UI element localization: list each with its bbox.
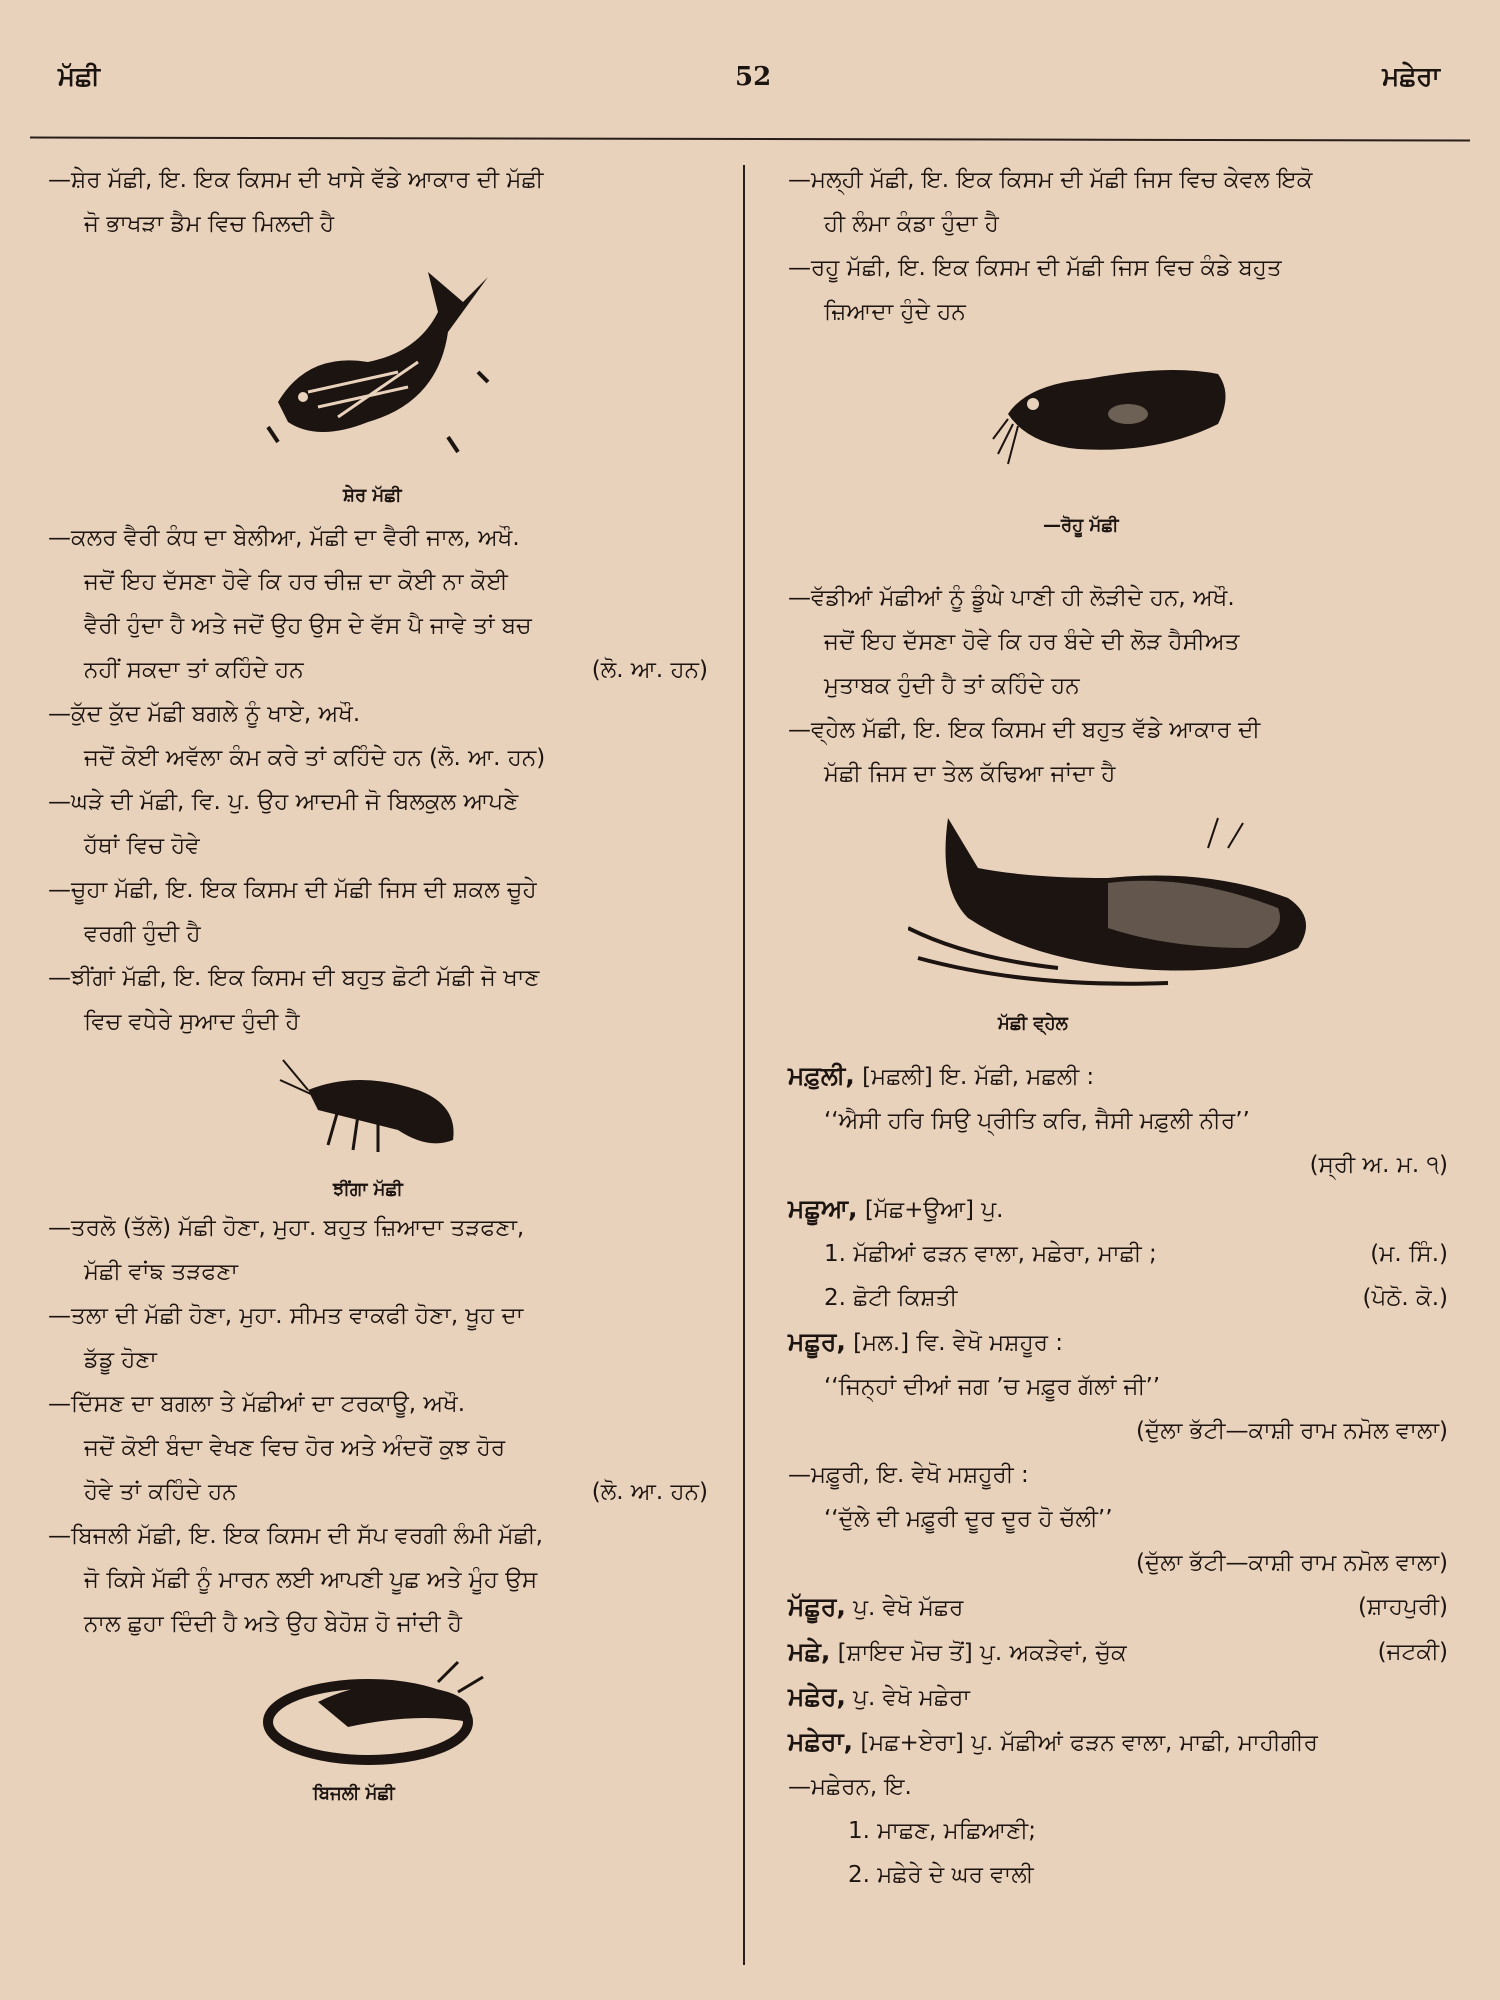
entry-dissan-da-bagla: —ਦਿੱਸਣ ਦਾ ਬਗਲਾ ਤੇ ਮੱਛੀਆਂ ਦਾ ਟਰਕਾਊ, ਅਖੌ. ਜਦੋਂ ਕੋਈ ਬੰਦਾ ਵੇਖਣ ਵਿਚ ਹੋਰ ਅਤੇ ਅੰਦਰੋਂ ਕੁਝ ਹੋਰ ਹੋਵੇ ਤਾਂ ਕਹਿੰਦੇ ਹਨ (ਲੋ. ਆ. ਹਨ)	[48, 1382, 708, 1514]
entry-malhi-machhi: —ਮਲ੍ਹੀ ਮੱਛੀ, ਇ. ਇਕ ਕਿਸਮ ਦੀ ਮੱਛੀ ਜਿਸ ਵਿਚ ਕੇਵਲ ਇਕੋ ਹੀ ਲੰਮਾ ਕੰਡਾ ਹੁੰਦਾ ਹੈ	[788, 167, 1313, 237]
quotation: ‘‘ਐਸੀ ਹਰਿ ਸਿਉ ਪ੍ਰੀਤਿ ਕਰਿ, ਜੈਸੀ ਮਫ਼ੁਲੀ ਨੀਰ’’	[824, 1108, 1250, 1134]
rohu-fish-drawing	[988, 354, 1248, 494]
entry-machhera: ਮਛੇਰਾ, [ਮਛ+ਏਰਾ] ਪੁ. ਮੱਛੀਆਂ ਫੜਨ ਵਾਲਾ, ਮਾਛੀ, ਮਾਹੀਗੀਰ	[788, 1727, 1318, 1756]
entry-whale-machhi: —ਵ੍ਹੇਲ ਮੱਛੀ, ਇ. ਇਕ ਕਿਸਮ ਦੀ ਬਹੁਤ ਵੱਡੇ ਆਕਾਰ ਦੀ ਮੱਛੀ ਜਿਸ ਦਾ ਤੇਲ ਕੱਢਿਆ ਜਾਂਦਾ ਹੈ	[788, 717, 1261, 787]
entry-ghare-di-machhi: —ਘੜੇ ਦੀ ਮੱਛੀ, ਵਿ. ਪੁ. ਉਹ ਆਦਮੀ ਜੋ ਬਿਲਕੁਲ ਆਪਣੇ ਹੱਥਾਂ ਵਿਚ ਹੋਵੇ	[48, 789, 519, 859]
headword: ਮੱਛੂਰ,	[788, 1592, 846, 1621]
rohu-fish-illustration	[988, 354, 1248, 544]
entry-machhua: ਮਛੂਆ, [ਮੱਛ+ਊਆ] ਪੁ. 1. ਮੱਛੀਆਂ ਫੜਨ ਵਾਲਾ, ਮਛੇਰਾ, ਮਾਛੀ ; (ਮ. ਸਿੰ.) 2. ਛੋਟੀ ਕਿਸ਼ਤੀ (ਪੋਠੋ. ਕੋ.)	[788, 1187, 1448, 1320]
quotation: ‘‘ਦੁੱਲੇ ਦੀ ਮਫ਼ੂਰੀ ਦੂਰ ਦੂਰ ਹੋ ਚੱਲੀ’’	[824, 1506, 1113, 1532]
source-label: (ਜਟਕੀ)	[1377, 1639, 1448, 1665]
whale-drawing	[908, 808, 1328, 998]
column-divider	[743, 165, 745, 1965]
entry-mafuri: —ਮਫ਼ੂਰੀ, ਇ. ਵੇਖੋ ਮਸ਼ਹੂਰੀ : ‘‘ਦੁੱਲੇ ਦੀ ਮਫ਼ੂਰੀ ਦੂਰ ਦੂਰ ਹੋ ਚੱਲੀ’’ (ਦੁੱਲਾ ਭੱਟੀ—ਕਾਸ਼ੀ ਰਾਮ ਨਮੋਲ ਵਾਲਾ)	[788, 1453, 1448, 1585]
source-label: (ਸ੍ਰੀ ਅ. ਮ. ੧)	[1309, 1152, 1448, 1178]
header-rule	[30, 136, 1470, 141]
headword: ਮਛੇਰ,	[788, 1682, 846, 1711]
headword: ਮਛੇ,	[788, 1637, 831, 1666]
quotation: ‘‘ਜਿਨ੍ਹਾਂ ਦੀਆਂ ਜਗ ’ਚ ਮਫ਼ੂਰ ਗੱਲਾਂ ਜੀ’’	[824, 1374, 1161, 1400]
figure-caption: ਸ਼ੇਰ ਮੱਛੀ	[343, 485, 402, 506]
entry-tarlo-machhi: —ਤਰਲੋ (ਤੱਲੋ) ਮੱਛੀ ਹੋਣਾ, ਮੁਹਾ. ਬਹੁਤ ਜ਼ਿਆਦਾ ਤੜਫਣਾ, ਮੱਛੀ ਵਾਂਙ ਤੜਫਣਾ	[48, 1215, 525, 1285]
source-label: (ਦੁੱਲਾ ਭੱਟੀ—ਕਾਸ਼ੀ ਰਾਮ ਨਮੋਲ ਵਾਲਾ)	[1136, 1550, 1448, 1576]
figure-caption: ਝੀਂਗਾ ਮੱਛੀ	[333, 1179, 403, 1200]
header-right-guide-word: ਮਛੇਰਾ	[1382, 62, 1440, 92]
source-label: (ਦੁੱਲਾ ਭੱਟੀ—ਕਾਸ਼ੀ ਰਾਮ ਨਮੋਲ ਵਾਲਾ)	[1136, 1418, 1448, 1444]
source-label: (ਲੋ. ਆ. ਹਨ)	[591, 1479, 708, 1505]
electric-eel-drawing	[258, 1652, 498, 1770]
entry-mafuli: ਮਫ਼ੁਲੀ, [ਮਛਲੀ] ਇ. ਮੱਛੀ, ਮਛਲੀ : ‘‘ਐਸੀ ਹਰਿ ਸਿਉ ਪ੍ਰੀਤਿ ਕਰਿ, ਜੈਸੀ ਮਫ਼ੁਲੀ ਨੀਰ’’ (ਸ੍ਰੀ ਅ. ਮ. ੧)	[788, 1054, 1448, 1187]
entry-bijli-machhi: —ਬਿਜਲੀ ਮੱਛੀ, ਇ. ਇਕ ਕਿਸਮ ਦੀ ਸੱਪ ਵਰਗੀ ਲੰਮੀ ਮੱਛੀ, ਜੋ ਕਿਸੇ ਮੱਛੀ ਨੂੰ ਮਾਰਨ ਲਈ ਆਪਣੀ ਪੂਛ ਅਤੇ ਮੂੰਹ ਉਸ ਨਾਲ ਛੁਹਾ ਦਿੰਦੀ ਹੈ ਅਤੇ ਉਹ ਬੇਹੋਸ਼ ਹੋ ਜਾਂਦੀ ਹੈ	[48, 1523, 543, 1637]
shark-fish-drawing	[248, 252, 508, 482]
right-column	[788, 158, 1448, 1897]
headword: ਮਛੂਰ,	[788, 1327, 846, 1356]
headword: ਮਛੂਆ,	[788, 1194, 858, 1223]
entry-mafur: ਮਛੂਰ, [ਮਲ.] ਵਿ. ਵੇਖੋ ਮਸ਼ਹੂਰ : ‘‘ਜਿਨ੍ਹਾਂ ਦੀਆਂ ਜਗ ’ਚ ਮਫ਼ੂਰ ਗੱਲਾਂ ਜੀ’’ (ਦੁੱਲਾ ਭੱਟੀ—ਕਾਸ਼ੀ ਰਾਮ ਨਮੋਲ ਵਾਲਾ)	[788, 1320, 1448, 1453]
entry-kalar-vairi: —ਕਲਰ ਵੈਰੀ ਕੰਧ ਦਾ ਬੇਲੀਆ, ਮੱਛੀ ਦਾ ਵੈਰੀ ਜਾਲ, ਅਖੌ. ਜਦੋਂ ਇਹ ਦੱਸਣਾ ਹੋਵੇ ਕਿ ਹਰ ਚੀਜ਼ ਦਾ ਕੋਈ ਨਾ ਕੋਈ ਵੈਰੀ ਹੁੰਦਾ ਹੈ ਅਤੇ ਜਦੋਂ ਉਹ ਉਸ ਦੇ ਵੱਸ ਪੈ ਜਾਵੇ ਤਾਂ ਬਚ ਨਹੀਂ ਸਕਦਾ ਤਾਂ ਕਹਿੰਦੇ ਹਨ (ਲੋ. ਆ. ਹਨ)	[48, 516, 708, 692]
source-label: (ਮ. ਸਿੰ.)	[1370, 1241, 1448, 1267]
left-column	[48, 158, 708, 1808]
figure-caption: ਮੱਛੀ ਵ੍ਹੇਲ	[998, 1013, 1068, 1034]
page-number: 52	[735, 62, 772, 92]
source-label: (ਲੋ. ਆ. ਹਨ)	[591, 657, 708, 683]
prawn-illustration	[278, 1050, 478, 1200]
entry-machhe: ਮਛੇ, [ਸ਼ਾਇਦ ਮੋਚ ਤੋਂ] ਪੁ. ਅਕੜੇਵਾਂ, ਚੁੱਕ (ਜਟਕੀ)	[788, 1630, 1448, 1675]
entry-sher-machhi: —ਸ਼ੇਰ ਮੱਛੀ, ਇ. ਇਕ ਕਿਸਮ ਦੀ ਖਾਸੇ ਵੱਡੇ ਆਕਾਰ ਦੀ ਮੱਛੀ ਜੋ ਭਾਖੜਾ ਡੈਮ ਵਿਚ ਮਿਲਦੀ ਹੈ	[48, 167, 544, 237]
entry-rahu-machhi: —ਰਹੂ ਮੱਛੀ, ਇ. ਇਕ ਕਿਸਮ ਦੀ ਮੱਛੀ ਜਿਸ ਵਿਚ ਕੰਡੇ ਬਹੁਤ ਜ਼ਿਆਦਾ ਹੁੰਦੇ ਹਨ	[788, 255, 1282, 325]
entry-machher: ਮਛੇਰ, ਪੁ. ਵੇਖੋ ਮਛੇਰਾ	[788, 1682, 970, 1711]
entry-machhur: ਮੱਛੂਰ, ਪੁ. ਵੇਖੋ ਮੱਛਰ (ਸ਼ਾਹਪੁਰੀ)	[788, 1585, 1448, 1630]
entry-tala-di-machhi: —ਤਲਾ ਦੀ ਮੱਛੀ ਹੋਣਾ, ਮੁਹਾ. ਸੀਮਤ ਵਾਕਫੀ ਹੋਣਾ, ਖੂਹ ਦਾ ਡੱਡੂ ਹੋਣਾ	[48, 1303, 524, 1373]
shark-fish-illustration	[248, 252, 508, 510]
header-left-guide-word: ਮੱਛੀ	[58, 62, 100, 92]
whale-illustration	[908, 808, 1328, 1038]
entry-chuha-machhi: —ਚੂਹਾ ਮੱਛੀ, ਇ. ਇਕ ਕਿਸਮ ਦੀ ਮੱਛੀ ਜਿਸ ਦੀ ਸ਼ਕਲ ਚੂਹੇ ਵਰਗੀ ਹੁੰਦੀ ਹੈ	[48, 877, 537, 947]
figure-caption: —ਰੋਹੂ ਮੱਛੀ	[1043, 515, 1119, 536]
entry-kudd-kudd: —ਕੁੱਦ ਕੁੱਦ ਮੱਛੀ ਬਗਲੇ ਨੂੰ ਖਾਏ, ਅਖੌ. ਜਦੋਂ ਕੋਈ ਅਵੱਲਾ ਕੰਮ ਕਰੇ ਤਾਂ ਕਹਿੰਦੇ ਹਨ (ਲੋ. ਆ. ਹਨ)	[48, 701, 546, 771]
headword: ਮਫ਼ੁਲੀ,	[788, 1061, 855, 1090]
electric-eel-illustration	[258, 1652, 498, 1802]
prawn-drawing	[278, 1050, 478, 1168]
headword: ਮਛੇਰਾ,	[788, 1727, 853, 1756]
entry-machheran: —ਮਛੇਰਨ, ਇ. 1. ਮਾਛਣ, ਮਛਿਆਣੀ; 2. ਮਛੇਰੇ ਦੇ ਘਰ ਵਾਲੀ	[788, 1774, 1036, 1888]
entry-jhinga-machhi: —ਝੀਂਗਾਂ ਮੱਛੀ, ਇ. ਇਕ ਕਿਸਮ ਦੀ ਬਹੁਤ ਛੋਟੀ ਮੱਛੀ ਜੋ ਖਾਣ ਵਿਚ ਵਧੇਰੇ ਸੁਆਦ ਹੁੰਦੀ ਹੈ	[48, 965, 540, 1035]
figure-caption: ਬਿਜਲੀ ਮੱਛੀ	[313, 1783, 395, 1804]
source-label: (ਪੋਠੋ. ਕੋ.)	[1362, 1285, 1448, 1311]
entry-vaddiyan-machhiyan: —ਵੱਡੀਆਂ ਮੱਛੀਆਂ ਨੂੰ ਡੂੰਘੇ ਪਾਣੀ ਹੀ ਲੋੜੀਦੇ ਹਨ, ਅਖੌ. ਜਦੋਂ ਇਹ ਦੱਸਣਾ ਹੋਵੇ ਕਿ ਹਰ ਬੰਦੇ ਦੀ ਲੋੜ ਹੈਸੀਅਤ ਮੁਤਾਬਕ ਹੁੰਦੀ ਹੈ ਤਾਂ ਕਹਿੰਦੇ ਹਨ	[788, 585, 1240, 699]
source-label: (ਸ਼ਾਹਪੁਰੀ)	[1358, 1594, 1448, 1620]
